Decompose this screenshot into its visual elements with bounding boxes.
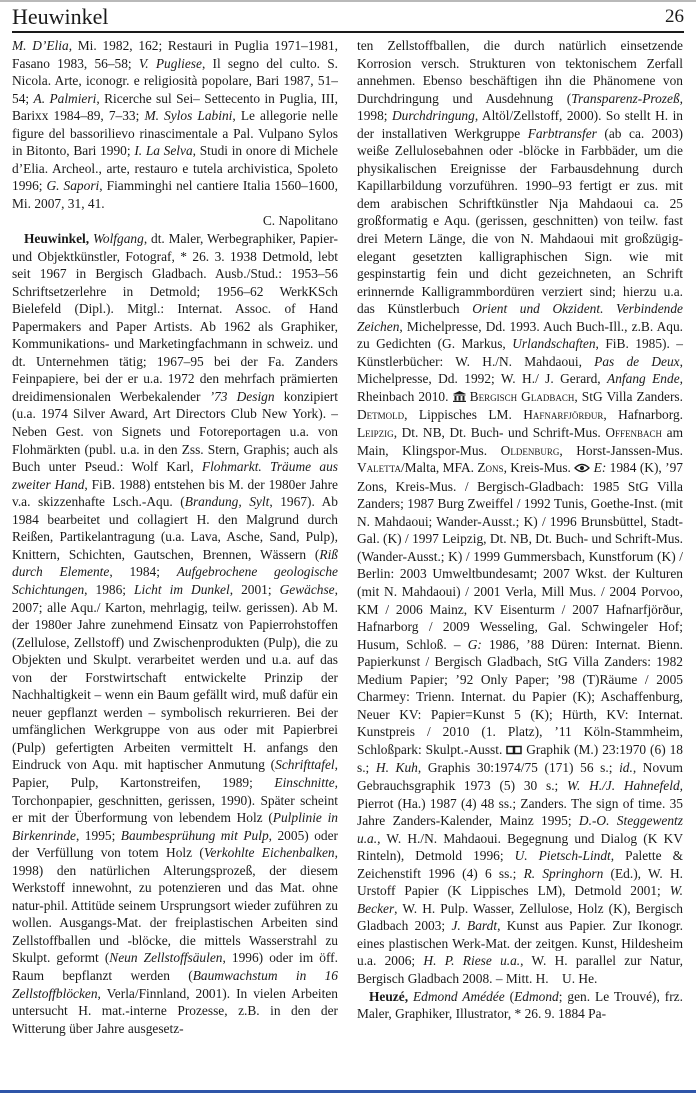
right-column — [357, 37, 683, 1023]
eye-icon — [574, 460, 590, 478]
header-rule — [12, 31, 684, 33]
page-number: 26 — [665, 6, 684, 27]
entry-heuwinkel: Heuwinkel, Wolfgang, dt. Maler, Werbegraphiker, Papier- und Objektkünstler, Fotograf, * 26. 3. 1938 Detmold, lebt seit 1967 in Bergisch Gladbach. Ausb./Stud.: 1953–56 Schriftsetzerlehre in Detmold; 1956–62 WerkKSch Bielefeld (Dipl.). Mitgl.: Internat. Assoc. of Hand Papermakers and Paper Artists. Ab 1962 als Graphiker, Kommunikations- und Marketingfachmann in schweiz. und dt. Unternehmen tätig; 1967–95 bei der Fa. Zanders Feinpapiere, bei der er u.a. 1972 den mehrfach prämierten dreidimensionalen Werbekalender ’73 Design konzipiert (u.a. 1974 Silver Award, Art Directors Club New York). – Neben Gest. von Signets und Fotoreportagen u.a. von Flohmärkten (publ. u.a. in den Zss. Stern, Graphis; auch als Buch unter Pseud.: Wolf Karl, Flohmarkt. Träume aus zweiter Hand, FiB. 1988) entstehen bis M. der 1980er Jahre v.a. skizzenhafte Lsch.-Aqu. (Brandung, Sylt, 1967). Ab 1984 bearbeitet und collagiert H. den Malgrund durch Reißen, Partikelantragung (u.a. Lava, Asche, Sand, Pulp), Knittern, Schichten, Gautschen, Brennen, Wässern (Riß durch Elemente, 1984; Aufgebrochene geologische Schichtungen, 1986; Licht im Dunkel, 2001; Gewächse, 2007; alle Aqu./ Karton, mehrlagig, teilw. gerissen). Ab M. der 1980er Jahre zunehmend Einsatz von Papierrohstoffen (Zellulose, Zellstoff) und Zwischenprodukten (Pulp), die zu Objekten und Skulpt. verarbeitet werden und u.a. auf das von der Forstwirtschaft entwickelte Prinzip der Nachhaltigkeit – wenn ein Baum gefällt wird, muß dafür ein neuer gepflanzt werden – symbolisch rekurrieren. Bei der umfänglichen Werkgruppe von aus oder mit Papierbrei (Pulp) gefertigten Arbeiten vermittelt H. anfangs den Eindruck von Aqu. mit haptischer Anmutung (Schrifttafel, Papier, Pulp, Kartonstreifen, 1989; Einschnitte, Torchonpapier, geschnitten, gerissen, 1990). Später scheint er mit der Überformung von lebendem Holz (Pulplinie in Birkenrinde, 1995; Baumbesprühung mit Pulp, 2005) oder der Verfüllung von totem Holz (Verkohlte Eichenbalken, 1998) den natürlichen Alterungsprozeß, der diesem Werkstoff innewohnt, zu potenzieren und das Mat. ohne natur-phil. Attitüde seinem Ursprungsort wieder zuführen zu wollen. Ausgangs-Mat. der freiplastischen Arbeiten sind Zellstoffballen und -blöcke, die mittels Wasserstrahl zu Skulpt. geformt (Neun Zellstoffsäulen, 1996) oder im öff. Raum bepflanzt werden (Baumwachstum in 16 Zellstoffblöcken, Verla/Finnland, 2001). In vielen Arbeiten untersucht H. mat.-interne Prozesse, z.B. in den der Witterung über Jahre ausgesetz- — [12, 231, 339, 1036]
entry-previous-bibliography: M. D’Elia, Mi. 1982, 162; Restauri in Puglia 1971–1981, Fasano 1983, 56–58; V. Pugliese, Il segno del culto. S. Nicola. Arte, iconogr. e religiosità popolare, Bari 1987, 51–54; A. Palmieri, Ricerche sul Sei– Settecento in Puglia, III, Barixx 1984–89, 7–33; M. Sylos Labini, Le allegorie nelle figure del bassorilievo rinascimentale a Pal. Vulpano Sylos in Bitonto, Bari 1990; I. La Selva, Studi in onore di Michele d’Elia. Archeol., arte, restauro e tutela archivistica, Spoleto 1996; G. Sapori, Fiamminghi nel cantiere Italia 1560–1600, Mi. 2007, 31, 41. — [12, 38, 338, 211]
author-signature: C. Napolitano — [262, 213, 338, 229]
text-columns — [12, 37, 684, 1089]
entry-heuze: Heuzé, Edmond Amédée (Edmond; gen. Le Trouvé), frz. Maler, Graphiker, Illustrator, * 26. 9. 1884 Pa- — [357, 988, 683, 1022]
running-head: Heuwinkel — [12, 4, 109, 29]
left-column — [12, 37, 338, 1037]
entry-heuwinkel-continued: ten Zellstoffballen, die durch natürlich einsetzende Korrosion versch. Strukturen von tektonischem Zerfall annehmen. Ebenso beschäftigen ihn die Phänomene von Durchdringung und Ausdehnung (Transparenz-Prozeß, 1998; Durchdringung, Altöl/Zellstoff, 2000). So stellt H. in der installativen Werkgruppe Farbtransfer (ab ca. 2003) weiße Zellulosebahnen oder -blöcke in Farbbäder, um die physikalischen Ereignisse der Farbausdehnung durch Kapillarbildung vorzuführen. 1990–93 fertigt er zus. mit dem arabischen Schriftkünstler Nja Mahdaoui ca. 25 großformatig e Aqu. (gerissen, geschnitten) von teilw. fast drei Metern Länge, die von N. Mahdaoui mit großzügig-elegant gesetzten kalligraphischen Sign. wie mit gespinstartig fein und dicht gezeichneten, an Schrift erinnernde Kalligrammbordüren verziert sind; hierzu u.a. das Künstlerbuch Orient und Okzident. Verbindende Zeichen, Michelpresse, Dd. 1993. Auch Buch-Ill., z.B. Aqu. zu Gedichten (G. Markus, Urlandschaften, FiB. 1985). – Künstlerbücher: W. H./N. Mahdaoui, Pas de Deux, Michelpresse, Dd. 1992; W. H./ J. Gerard, Anfang Ende, Rheinbach 2010. Bergisch Gladbach, StG Villa Zanders. Detmold, Lippisches LM. Hafnarfjörður, Hafnarborg. Leipzig, Dt. NB, Dt. Buch- und Schrift-Mus. Offenbach am Main, Klingspor-Mus. Oldenburg, Horst-Janssen-Mus. Valetta/Malta, MFA. Zons, Kreis-Mus. E: 1984 (K), ’97 Zons, Kreis-Mus. / Bergisch-Gladbach: 1985 StG Villa Zanders; 1987 Burg Zweiffel / 1992 Tunis, Goethe-Inst. (mit N. Mahdaoui; Wander-Ausst.; K) / 1996 Brunsbüttel, Stadt-Gal. (K) / 1997 Leipzig, Dt. NB, Dt. Buch- und Schrift-Mus. (Wander-Ausst.; K) / 1999 Gummersbach, Kunstforum (K) / Berlin: 2003 Umweltbundesamt; 2007 Wkst. der Kulturen (mit N. Mahdaoui) / 2001 Verla, Mill Mus. / 2004 Porvoo, KM / 2006 Mainz, KV Eisenturm / 2007 Hafnarfjörður, Hafnarborg / 2009 Wesseling, Gal. Schwingeler Hof; Husum, Schloß. – G: 1986, ’88 Düren: Internat. Bienn. Papierkunst / Bergisch Gladbach, StG Villa Zanders: 1982 Medium Papier; ’92 Only Paper; ’98 (T)Räume / 2005 Charmey: Trienn. Internat. du Papier (K); Aschaffenburg, Neuer KV: Papier=Kunst 5 (K); Hürth, KV: Internat. Kunstpreis / 2010 (1. Platz), ’11 Köln-Stammheim, Schloßpark: Skulpt.-Ausst. Graphik (M.) 23:1970 (6) 18 s.; H. Kuh, Graphis 30:1974/75 (171) 56 s.; id., Novum Gebrauchsgraphik 1973 (5) 30 s.; W. H./J. Hahnefeld, Pierrot (Ha.) 1987 (4) 48 ss.; Zanders. The sign of time. 35 Jahre Zanders-Kalender, Mainz 1995; D.-O. Steggewentz u.a., W. H./N. Mahdaoui. Begegnung und Dialog (K KV Rinteln), Detmold 1996; U. Pietsch-Lindt, Palette & Zeichenstift 1996 (4) 6 ss.; R. Springhorn (Ed.), W. H. Urstoff Papier (K Lippisches LM), Detmold 2001; W. Becker, W. H. Pulp. Wasser, Zellulose, Holz (K), Bergisch Gladbach 2003; J. Bardt, Kunst aus Papier. Zur Ikonogr. eines plastischen Werk-Mat. der zeitgen. Kunst, Hildesheim u.a. 2006; H. P. Riese u.a., W. H. parallel zur Natur, Bergisch Gladbach 2008. – Mitt. H. U. He. — [357, 38, 684, 986]
museum-building-icon — [453, 389, 466, 407]
open-book-icon — [506, 742, 522, 760]
page-top-edge — [0, 0, 696, 2]
page-header — [12, 3, 684, 31]
